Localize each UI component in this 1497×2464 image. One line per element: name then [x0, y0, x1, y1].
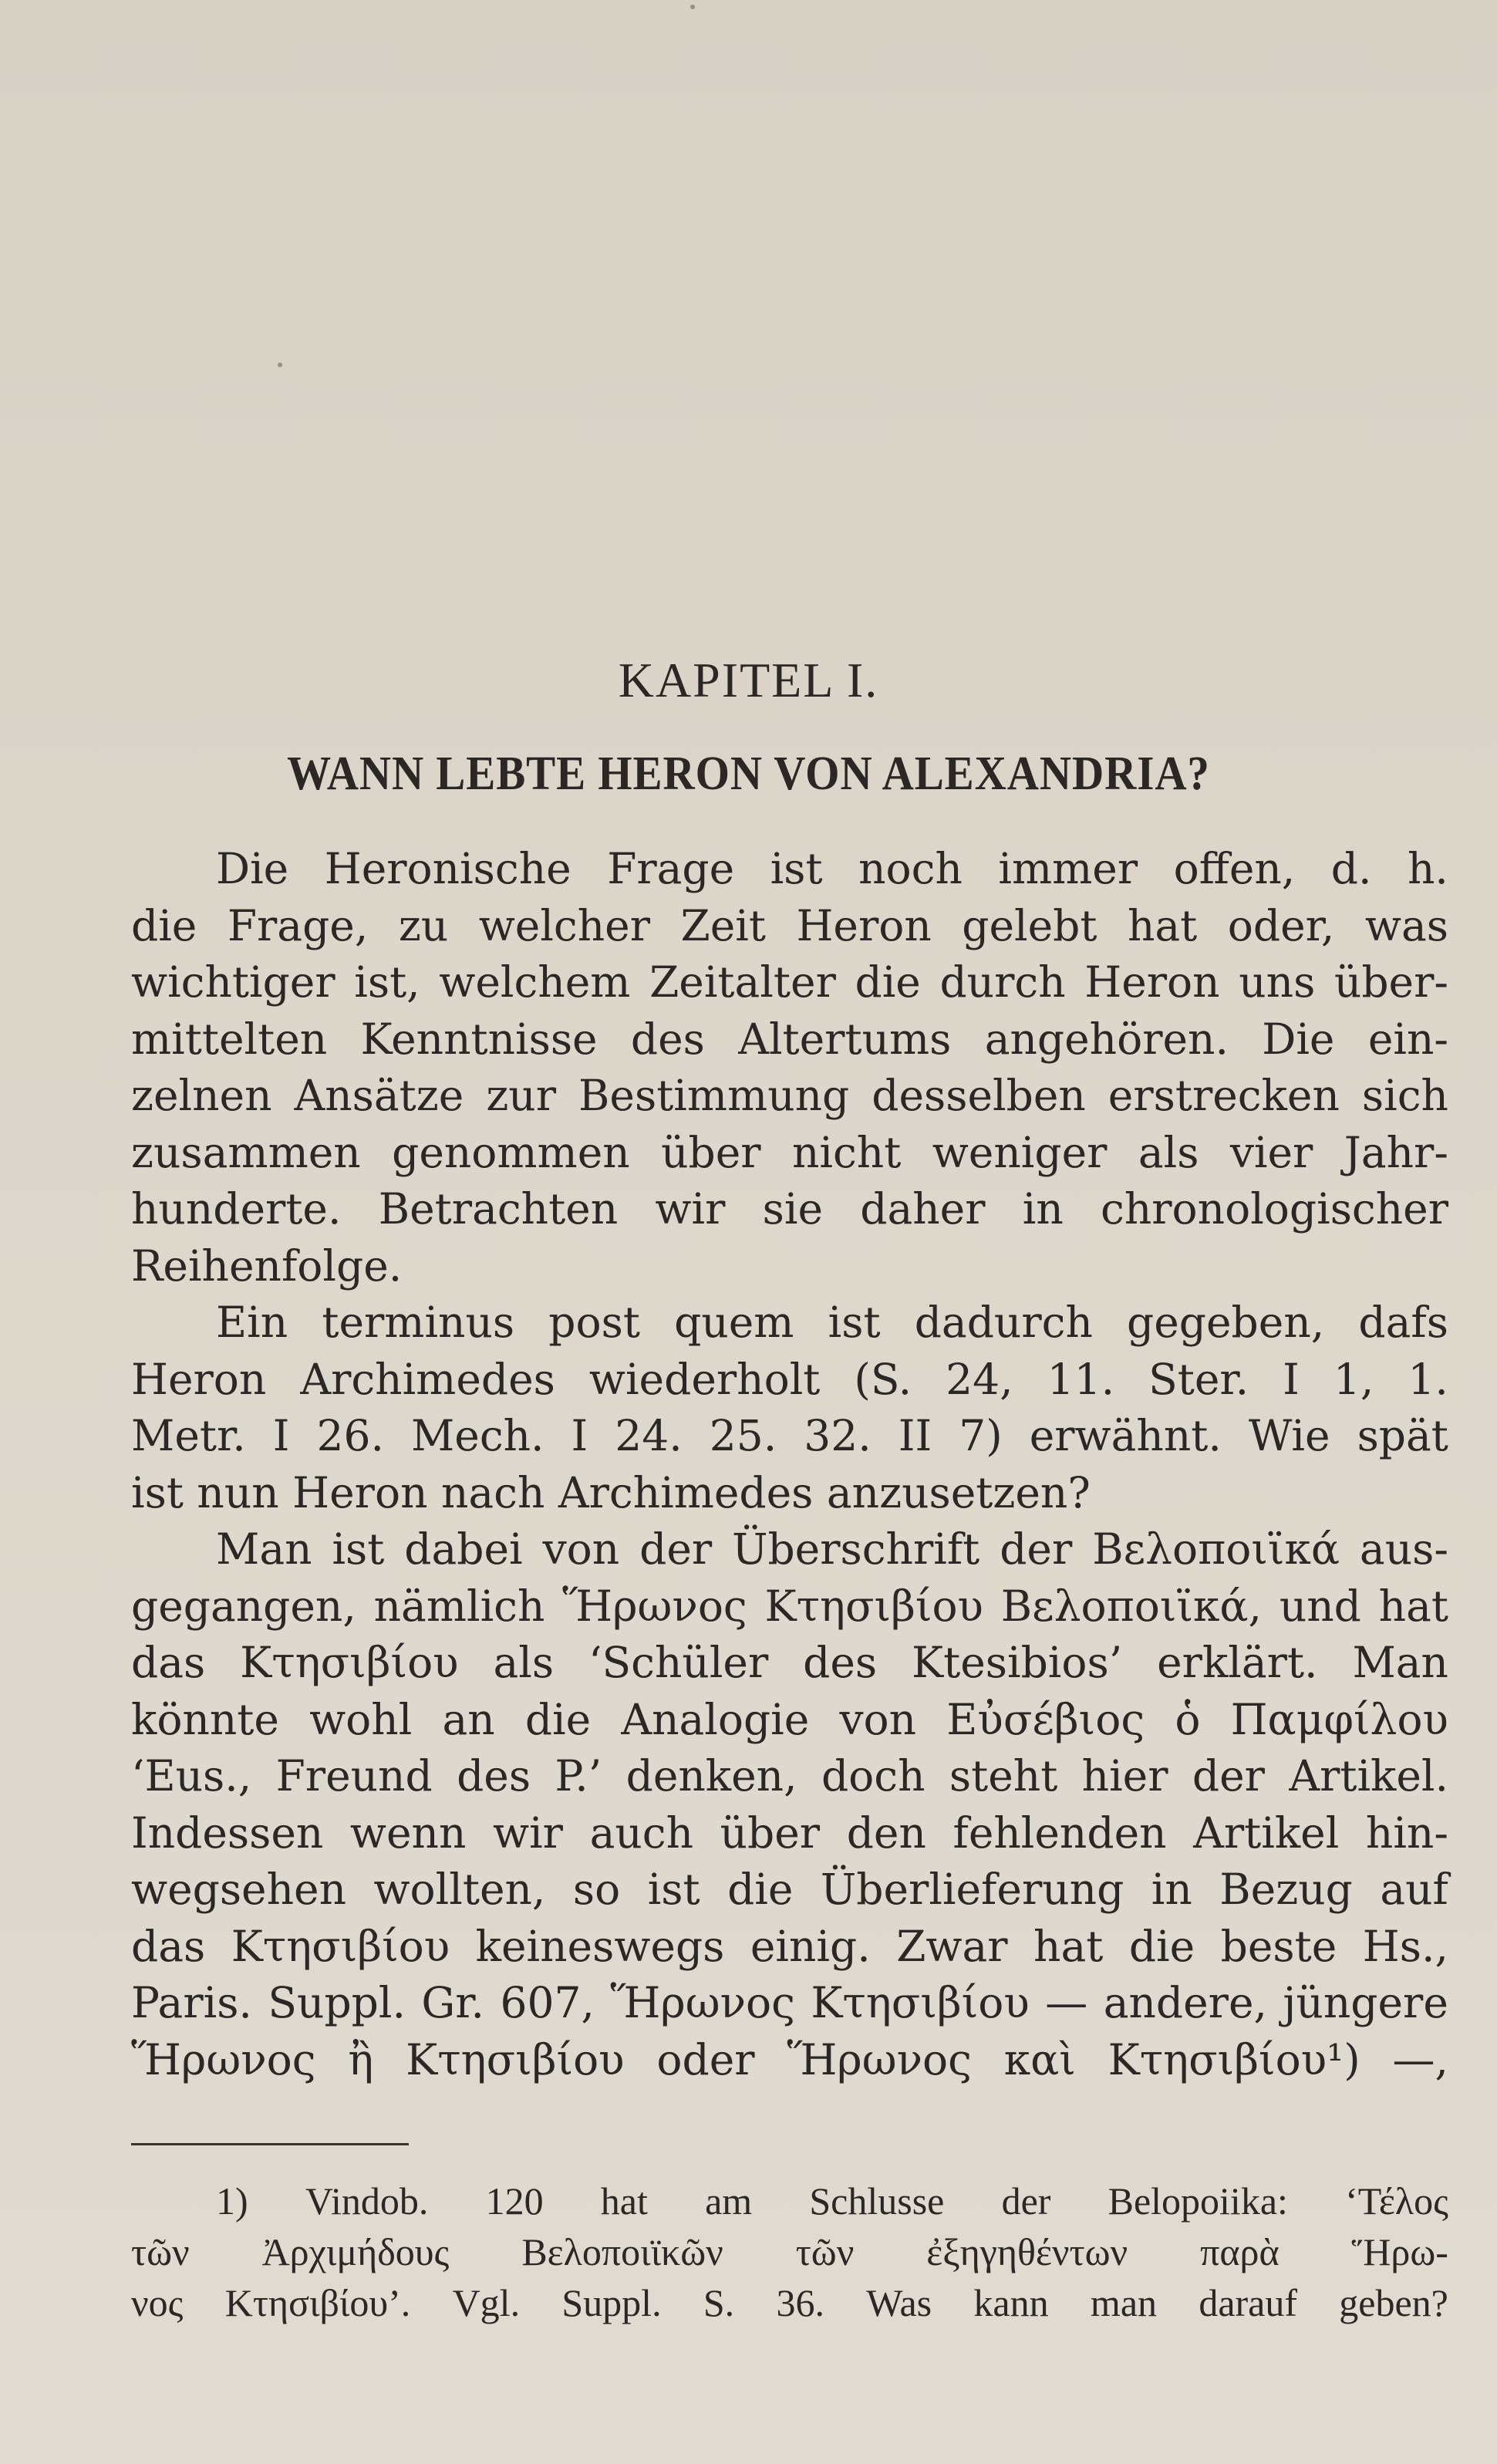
- text-line: ist nun Heron nach Archimedes anzusetzen?: [131, 1467, 1091, 1517]
- footnote-divider: [131, 2143, 409, 2145]
- footnote: [131, 2175, 1448, 2328]
- footnote-line: 1) Vindob. 120 hat am Schlusse der Belopoiika: ‘Τέλος: [216, 2179, 1448, 2223]
- text-line: Indessen wenn wir auch über den fehlenden Artikel hin-: [131, 1807, 1448, 1858]
- text-line: das Κτησιβίου als ‘Schüler des Ktesibios’ erklärt. Man: [131, 1638, 1448, 1687]
- chapter-heading: KAPITEL I.: [618, 653, 879, 707]
- text-line: wichtiger ist, welchem Zeitalter die durch Heron uns über-: [131, 957, 1448, 1007]
- body-text: [131, 841, 1448, 2088]
- text-line: könnte wohl an die Analogie von Εὐσέβιος ὁ Παμφίλου: [131, 1694, 1448, 1744]
- text-line: Die Heronische Frage ist noch immer offen, d. h.: [216, 844, 1448, 893]
- text-line: Ein terminus post quem ist dadurch gegeben, dafs: [216, 1298, 1448, 1347]
- text-line: ‘Eus., Freund des P.’ denken, doch steht hier der Artikel.: [131, 1751, 1448, 1801]
- footnote-line: νος Κτησιβίου’. Vgl. Suppl. S. 36. Was kann man darauf geben?: [131, 2281, 1448, 2324]
- text-line: hunderte. Betrachten wir sie daher in chronologischer: [131, 1184, 1448, 1234]
- print-speck: [690, 5, 695, 9]
- footnote-line: τῶν Ἀρχιμήδους Βελοποιϊκῶν τῶν ἐξηγηθέντων παρὰ Ἥρω-: [131, 2230, 1448, 2273]
- text-line: zelnen Ansätze zur Bestimmung desselben erstrecken sich: [131, 1071, 1448, 1120]
- text-line: Reihenfolge.: [131, 1240, 403, 1291]
- text-line: Ἥρωνος ἢ Κτησιβίου oder Ἥρωνος καὶ Κτησιβίου¹) —,: [131, 2034, 1448, 2084]
- print-speck: [278, 363, 282, 367]
- text-line: das Κτησιβίου keineswegs einig. Zwar hat die beste Hs.,: [131, 1921, 1448, 1971]
- text-line: die Frage, zu welcher Zeit Heron gelebt hat oder, was: [131, 900, 1448, 950]
- text-line: Heron Archimedes wiederholt (S. 24, 11. Ster. I 1, 1.: [131, 1354, 1448, 1404]
- text-line: Paris. Suppl. Gr. 607, Ἥρωνος Κτησιβίου — andere, jüngere: [131, 1978, 1448, 2027]
- text-line: mittelten Kenntnisse des Altertums angehören. Die ein-: [131, 1014, 1448, 1064]
- text-line: zusammen genommen über nicht weniger als vier Jahr-: [131, 1127, 1448, 1177]
- chapter-title: WANN LEBTE HERON VON ALEXANDRIA?: [287, 748, 1210, 800]
- text-line: gegangen, nämlich Ἥρωνος Κτησιβίου Βελοποιϊκά, und hat: [131, 1581, 1448, 1631]
- text-line: Man ist dabei von der Überschrift der Βελοποιϊκά aus-: [216, 1524, 1448, 1574]
- text-line: Metr. I 26. Mech. I 24. 25. 32. II 7) erwähnt. Wie spät: [131, 1411, 1448, 1460]
- text-line: wegsehen wollten, so ist die Überlieferung in Bezug auf: [131, 1865, 1448, 1914]
